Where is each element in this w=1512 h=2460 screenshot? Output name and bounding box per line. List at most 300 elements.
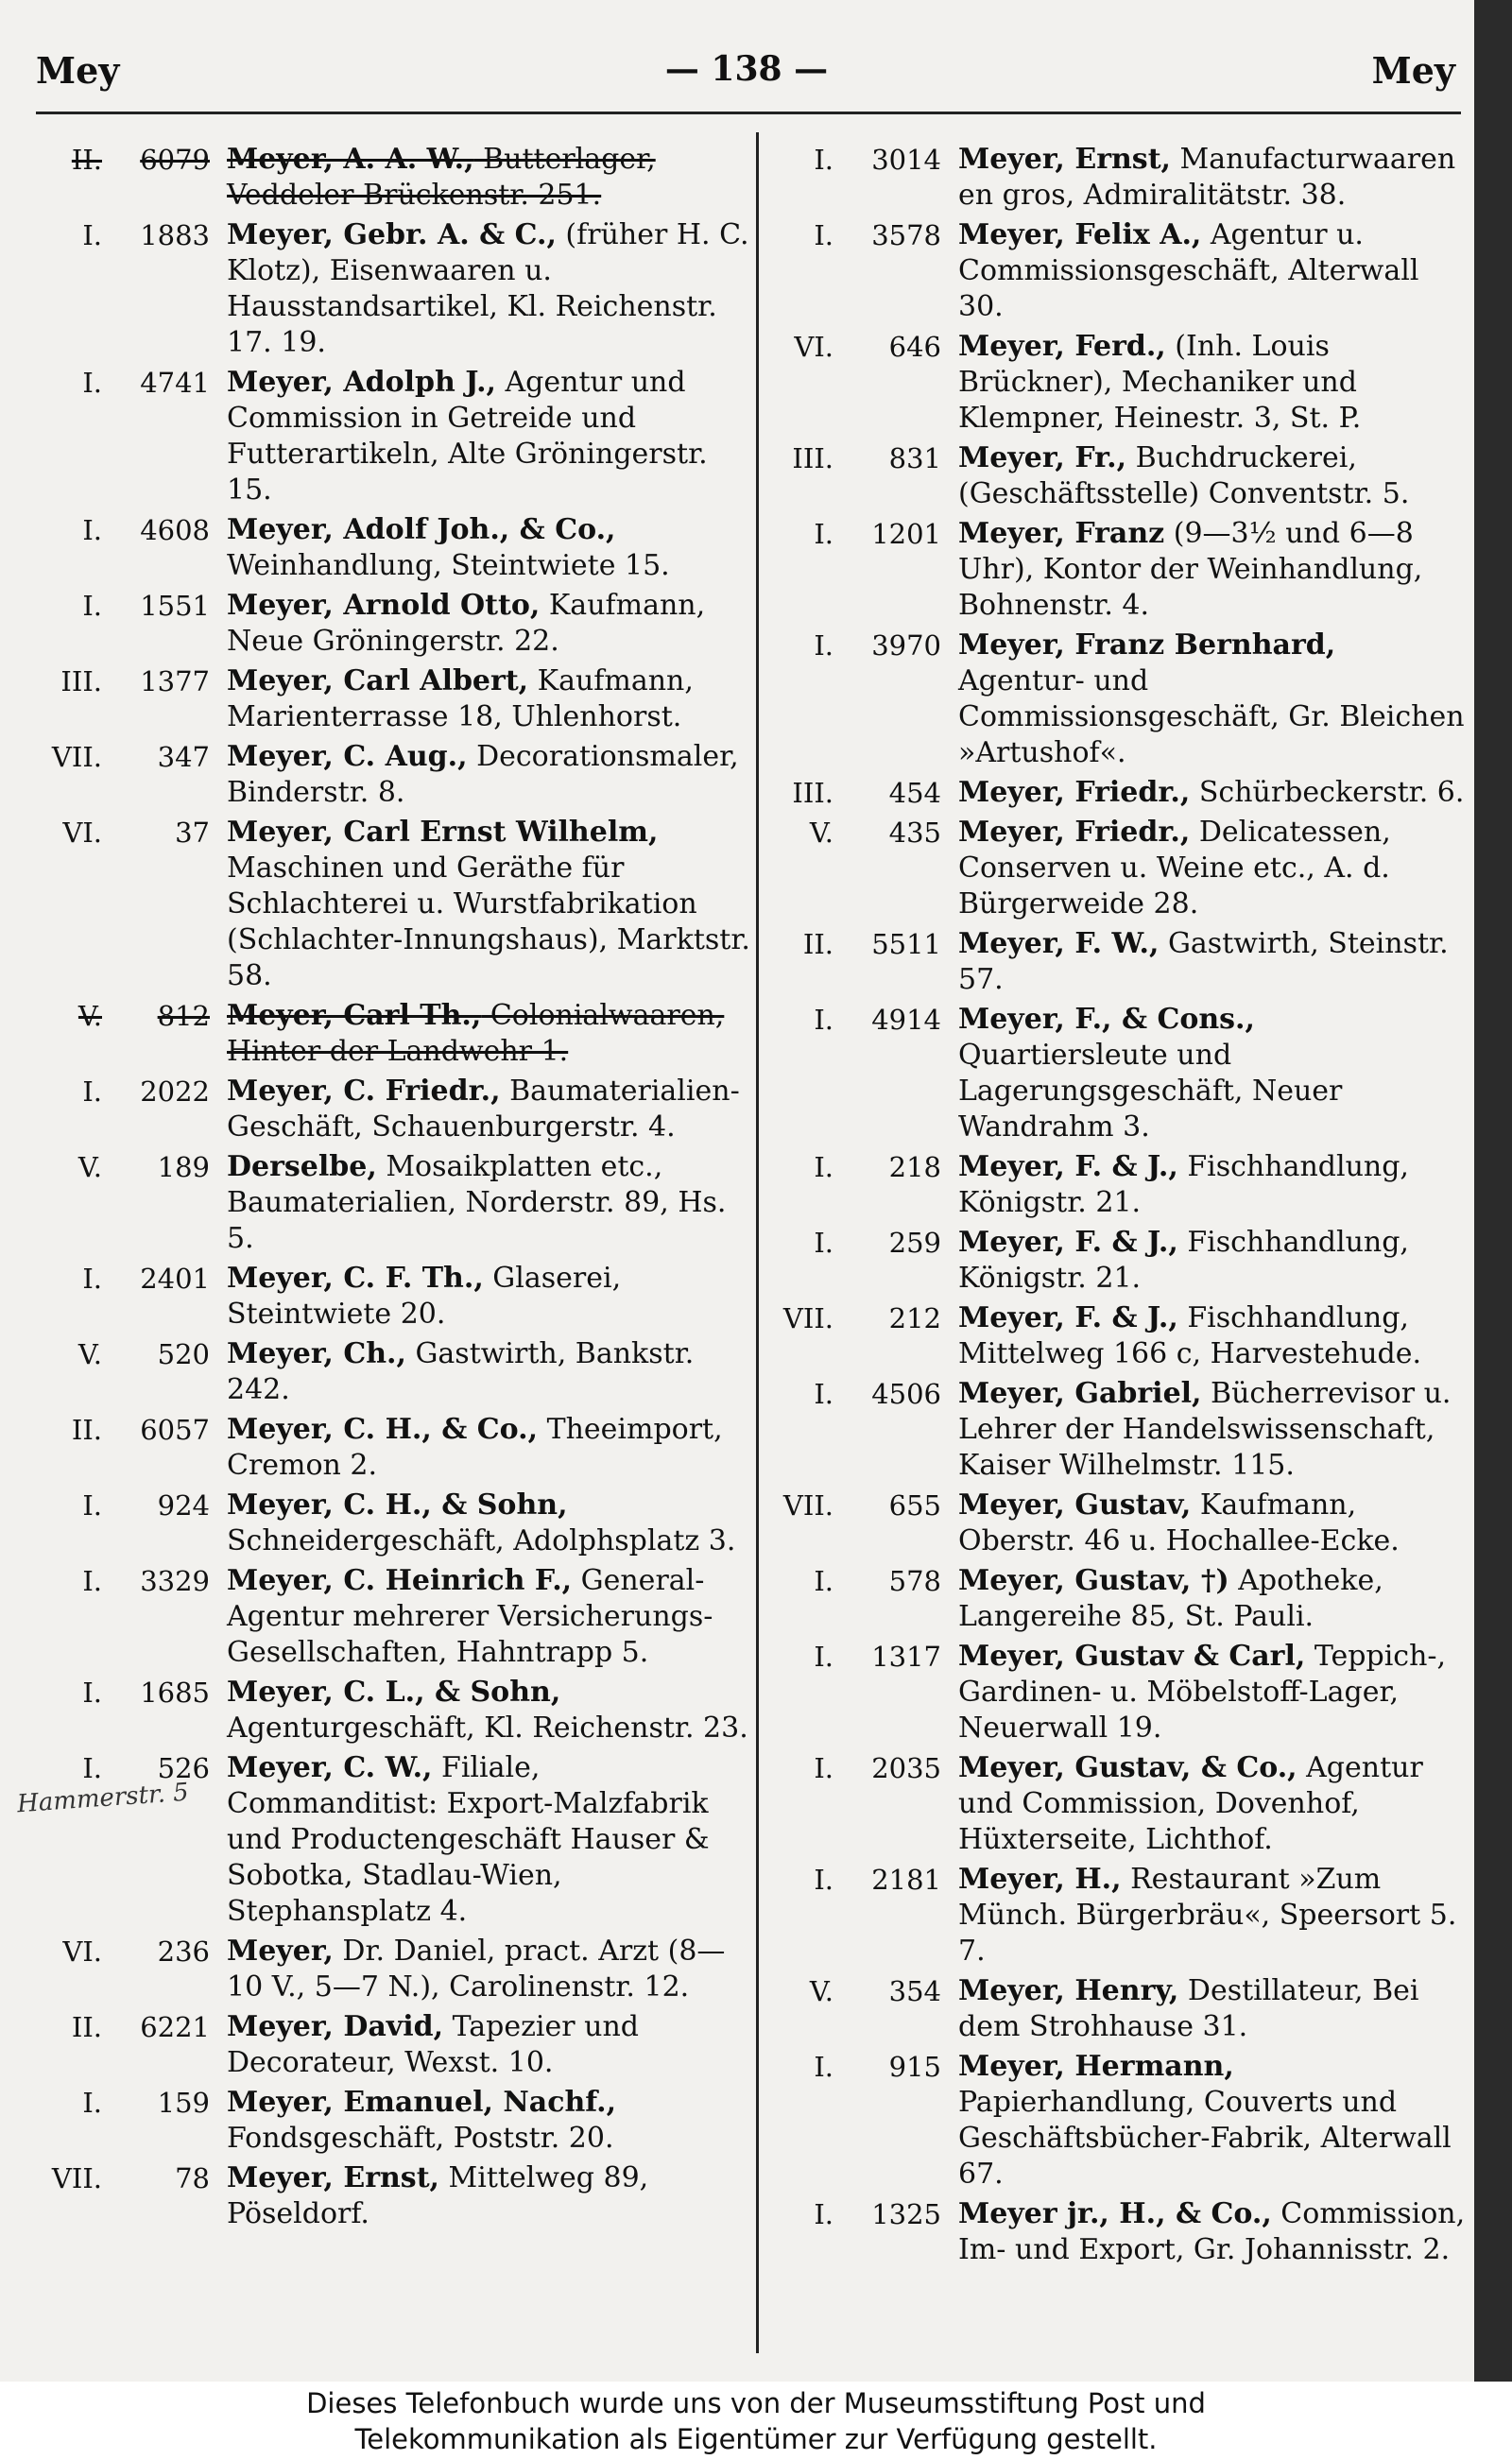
subscriber-details: Fischhandlung, Mittelweg 166 c, Harvestehude.	[958, 1301, 1422, 1370]
subscriber-details: Maschinen und Geräthe für Schlachterei u. Wurstfabrikation (Schlachter-Innungshaus), Marktstr. 58.	[227, 852, 750, 992]
subscriber-details: (früher H. C. Klotz), Eisenwaaren u. Hausstandsartikel, Kl. Reichenstr. 17. 19.	[227, 218, 749, 359]
directory-entry	[773, 815, 1472, 922]
directory-entry	[773, 217, 1472, 325]
line-number: 159	[157, 2087, 210, 2119]
entry-text	[958, 775, 1472, 811]
line-number: 259	[888, 1227, 941, 1259]
line-number: 6079	[140, 144, 210, 176]
exchange-district: V.	[77, 1000, 102, 1032]
entry-text	[958, 217, 1472, 325]
directory-entry	[38, 2009, 756, 2081]
subscriber-details: Restaurant »Zum Münch. Bürgerbräu«, Speersort 5. 7.	[958, 1863, 1457, 1968]
subscriber-details: (Inh. Louis Brückner), Mechaniker und Klempner, Heinestr. 3, St. P.	[958, 330, 1362, 435]
subscriber-name: Meyer, Gabriel,	[958, 1377, 1202, 1410]
phone-number	[773, 516, 958, 552]
exchange-district: I.	[814, 629, 833, 662]
subscriber-details: Agentur und Commission in Getreide und Futterartikeln, Alte Gröningerstr. 15.	[227, 366, 708, 507]
directory-entry	[773, 1376, 1472, 1484]
exchange-district: III.	[60, 665, 102, 697]
phone-number	[38, 739, 227, 775]
subscriber-details: Filiale, Commanditist: Export-Malzfabrik und Productengeschäft Hauser & Sobotka, Stadlau-Wien, Stephansplatz 4.	[227, 1751, 710, 1928]
directory-entry	[38, 1261, 756, 1333]
subscriber-details: Delicatessen, Conserven u. Weine etc., A. d. Bürgerweide 28.	[958, 816, 1391, 920]
subscriber-name: Meyer, F. & J.,	[958, 1150, 1178, 1183]
phone-number	[38, 1563, 227, 1599]
directory-entry	[38, 739, 756, 811]
entry-text	[958, 1488, 1472, 1559]
line-number: 526	[157, 1752, 210, 1784]
entry-text	[227, 512, 756, 584]
phone-number	[773, 2049, 958, 2085]
line-number: 646	[888, 331, 941, 363]
line-number: 3329	[140, 1565, 210, 1597]
subscriber-details: Dr. Daniel, pract. Arzt (8—10 V., 5—7 N.), Carolinenstr. 12.	[227, 1935, 726, 2004]
directory-entry	[773, 1639, 1472, 1746]
entry-text	[227, 998, 756, 1070]
entry-text	[958, 926, 1472, 998]
entry-text	[958, 516, 1472, 624]
phone-number	[38, 1750, 227, 1786]
line-number: 4741	[140, 367, 210, 399]
directory-entry	[773, 1563, 1472, 1635]
subscriber-name: Meyer, Friedr.,	[958, 816, 1191, 849]
exchange-district: I.	[82, 1565, 102, 1597]
phone-number	[773, 1376, 958, 1412]
directory-entry	[38, 1149, 756, 1257]
line-number: 2181	[871, 1864, 941, 1896]
line-number: 454	[888, 777, 941, 809]
line-number: 218	[888, 1151, 941, 1183]
directory-entry	[38, 1750, 756, 1930]
line-number: 520	[157, 1338, 210, 1370]
phone-number	[38, 998, 227, 1034]
entry-text	[227, 1750, 756, 1930]
directory-entry	[773, 142, 1472, 214]
subscriber-details: Decorationsmaler, Binderstr. 8.	[227, 740, 739, 809]
subscriber-name: Meyer jr., H., & Co.,	[958, 2197, 1272, 2230]
subscriber-details: Agentur u. Commissionsgeschäft, Alterwall 30.	[958, 218, 1419, 323]
subscriber-name: Meyer, C. W.,	[227, 1751, 433, 1784]
line-number: 37	[175, 817, 210, 849]
subscriber-name: Meyer, Ernst,	[958, 143, 1171, 176]
subscriber-details: Theeimport, Cremon 2.	[227, 1413, 723, 1482]
column-divider	[756, 132, 759, 2353]
phone-number	[38, 2009, 227, 2045]
exchange-district: II.	[71, 144, 102, 176]
subscriber-name: Meyer, Adolf Joh., & Co.,	[227, 513, 616, 546]
subscriber-details: Schürbeckerstr. 6.	[1190, 776, 1465, 809]
subscriber-details: Kaufmann, Oberstr. 46 u. Hochallee-Ecke.	[958, 1488, 1400, 1557]
directory-entry	[38, 1488, 756, 1559]
exchange-district: I.	[814, 219, 833, 251]
line-number: 212	[888, 1302, 941, 1334]
exchange-district: VI.	[794, 331, 833, 363]
entry-text	[227, 217, 756, 361]
entry-text	[958, 1563, 1472, 1635]
subscriber-details: Fischhandlung, Königstr. 21.	[958, 1150, 1409, 1219]
directory-entry	[773, 2196, 1472, 2268]
entry-text	[227, 1934, 756, 2005]
subscriber-details: Apotheke, Langereihe 85, St. Pauli.	[958, 1564, 1383, 1633]
subscriber-details: Tapezier und Decorateur, Wexst. 10.	[227, 2010, 639, 2079]
directory-entry	[38, 512, 756, 584]
phone-number	[773, 1639, 958, 1675]
phone-number	[773, 926, 958, 962]
directory-entry	[38, 1336, 756, 1408]
phone-number	[773, 1750, 958, 1786]
line-number: 1325	[871, 2198, 941, 2230]
phone-number	[773, 815, 958, 851]
subscriber-name: Meyer, Carl Albert,	[227, 664, 529, 697]
footer-line-1: Dieses Telefonbuch wurde uns von der Museumsstiftung Post und	[306, 2387, 1206, 2419]
exchange-district: I.	[814, 2051, 833, 2083]
subscriber-details: Fischhandlung, Königstr. 21.	[958, 1226, 1409, 1295]
exchange-district: I.	[814, 1565, 833, 1597]
subscriber-name: Meyer, Friedr.,	[958, 776, 1191, 809]
subscriber-name: Meyer, Ferd.,	[958, 330, 1166, 363]
entry-text	[958, 2049, 1472, 2193]
entry-text	[958, 1639, 1472, 1746]
entry-text	[227, 1261, 756, 1333]
subscriber-name: Meyer, C. F. Th.,	[227, 1262, 484, 1295]
exchange-district: II.	[71, 2011, 102, 2043]
phone-number	[38, 512, 227, 548]
phone-number	[38, 1149, 227, 1185]
subscriber-name: Meyer, Gustav,	[958, 1488, 1192, 1522]
subscriber-name: Meyer, C. L., & Sohn,	[227, 1676, 561, 1709]
subscriber-name: Meyer, C. H., & Co.,	[227, 1413, 539, 1446]
phone-number	[38, 365, 227, 401]
line-number: 1883	[140, 219, 210, 251]
subscriber-details: Quartiersleute und Lagerungsgeschäft, Neuer Wandrahm 3.	[958, 1039, 1343, 1144]
subscriber-name: Meyer, Felix A.,	[958, 218, 1202, 251]
subscriber-details: Colonialwaaren, Hinter der Landwehr 1.	[227, 999, 725, 1068]
subscriber-name: Meyer, Ernst,	[227, 2161, 439, 2194]
exchange-district: III.	[792, 777, 833, 809]
entry-text	[227, 365, 756, 508]
subscriber-name: Meyer, Carl Ernst Wilhelm,	[227, 816, 659, 849]
phone-number	[38, 1934, 227, 1970]
phone-number	[38, 1074, 227, 1110]
line-number: 578	[888, 1565, 941, 1597]
exchange-district: VII.	[782, 1489, 833, 1522]
phone-number	[773, 1225, 958, 1261]
phone-number	[38, 815, 227, 851]
line-number: 831	[888, 442, 941, 474]
directory-entry	[38, 663, 756, 735]
subscriber-details: (9—3½ und 6—8 Uhr), Kontor der Weinhandlung, Bohnenstr. 4.	[958, 517, 1423, 622]
directory-entry	[38, 142, 756, 214]
subscriber-details: Agenturgeschäft, Kl. Reichenstr. 23.	[227, 1712, 748, 1745]
phone-number	[38, 2160, 227, 2196]
exchange-district: I.	[82, 1263, 102, 1295]
phone-number	[773, 1149, 958, 1185]
entry-text	[227, 588, 756, 660]
phone-number	[773, 142, 958, 178]
subscriber-details: Mosaikplatten etc., Baumaterialien, Norderstr. 89, Hs. 5.	[227, 1150, 727, 1255]
exchange-district: I.	[814, 1752, 833, 1784]
subscriber-name: Derselbe,	[227, 1150, 377, 1183]
line-number: 2401	[140, 1263, 210, 1295]
exchange-district: VII.	[51, 2162, 102, 2194]
exchange-district: II.	[802, 928, 833, 960]
entry-text	[958, 1300, 1472, 1372]
subscriber-details: Glaserei, Steintwiete 20.	[227, 1262, 622, 1331]
phone-number	[773, 440, 958, 476]
subscriber-name: Meyer, H.,	[958, 1863, 1122, 1896]
line-number: 4914	[871, 1004, 941, 1036]
line-number: 6057	[140, 1414, 210, 1446]
phone-number	[773, 628, 958, 663]
line-number: 354	[888, 1975, 941, 2007]
header-rule	[36, 112, 1461, 114]
subscriber-name: Meyer, Ch.,	[227, 1337, 406, 1370]
line-number: 347	[157, 741, 210, 773]
line-number: 924	[157, 1489, 210, 1522]
entry-text	[958, 1002, 1472, 1145]
entry-text	[227, 142, 756, 214]
exchange-district: I.	[82, 1489, 102, 1522]
phone-number	[38, 663, 227, 699]
directory-entry	[38, 1074, 756, 1145]
subscriber-name: Meyer, Franz	[958, 517, 1165, 550]
entry-text	[958, 1862, 1472, 1970]
subscriber-name: Meyer,	[227, 1935, 334, 1968]
line-number: 78	[175, 2162, 210, 2194]
entry-text	[958, 329, 1472, 437]
footer-line-2: Telekommunikation als Eigentümer zur Verfügung gestellt.	[354, 2423, 1158, 2455]
subscriber-details: Schneidergeschäft, Adolphsplatz 3.	[227, 1524, 736, 1557]
directory-entry	[773, 2049, 1472, 2193]
page-edge-shadow	[1474, 0, 1512, 2382]
exchange-district: V.	[809, 817, 833, 849]
line-number: 189	[157, 1151, 210, 1183]
entry-text	[958, 815, 1472, 922]
subscriber-details: Butterlager, Veddeler Brückenstr. 251.	[227, 143, 656, 212]
phone-number	[38, 1412, 227, 1448]
phone-number	[773, 1563, 958, 1599]
exchange-district: V.	[809, 1975, 833, 2007]
exchange-district: I.	[814, 1227, 833, 1259]
subscriber-name: Meyer, F. & J.,	[958, 1226, 1178, 1259]
directory-entry	[38, 1934, 756, 2005]
exchange-district: I.	[814, 518, 833, 550]
directory-entry	[773, 1488, 1472, 1559]
subscriber-details: Kaufmann, Neue Gröningerstr. 22.	[227, 589, 706, 658]
phone-number	[38, 1675, 227, 1711]
exchange-district: II.	[71, 1414, 102, 1446]
subscriber-details: Commission, Im- und Export, Gr. Johannisstr. 2.	[958, 2197, 1466, 2266]
subscriber-details: Mittelweg 89, Pöseldorf.	[227, 2161, 649, 2230]
running-head-right: Mey	[1371, 49, 1455, 92]
phone-number	[38, 2085, 227, 2121]
directory-entry	[773, 1973, 1472, 2045]
handwritten-annotation: Hammerstr. 5	[16, 1778, 190, 1819]
line-number: 3970	[871, 629, 941, 662]
exchange-district: I.	[82, 1677, 102, 1709]
entry-text	[958, 440, 1472, 512]
line-number: 3578	[871, 219, 941, 251]
subscriber-name: Meyer, Fr.,	[958, 441, 1127, 474]
directory-entry	[773, 1225, 1472, 1297]
line-number: 4506	[871, 1378, 941, 1410]
phone-number	[38, 1336, 227, 1372]
line-number: 1317	[871, 1641, 941, 1673]
line-number: 655	[888, 1489, 941, 1522]
phone-number	[773, 2196, 958, 2232]
exchange-district: VI.	[62, 817, 102, 849]
entry-text	[227, 1074, 756, 1145]
subscriber-name: Meyer, F. W.,	[958, 927, 1160, 960]
directory-entry	[773, 1750, 1472, 1858]
phone-number	[38, 1488, 227, 1523]
exchange-district: I.	[82, 1075, 102, 1108]
subscriber-name: Meyer, Gustav, & Co.,	[958, 1751, 1297, 1784]
subscriber-name: Meyer, Carl Th.,	[227, 999, 482, 1032]
subscriber-details: Agentur- und Commissionsgeschäft, Gr. Bleichen »Artushof«.	[958, 664, 1465, 769]
subscriber-name: Meyer, F. & J.,	[958, 1301, 1178, 1334]
directory-entry	[773, 926, 1472, 998]
subscriber-name: Meyer, Henry,	[958, 1974, 1179, 2007]
subscriber-details: Destillateur, Bei dem Strohhause 31.	[958, 1974, 1419, 2043]
directory-entry	[38, 1675, 756, 1746]
directory-entry	[38, 2160, 756, 2232]
entry-text	[227, 815, 756, 994]
line-number: 5511	[871, 928, 941, 960]
subscriber-details: Bücherrevisor u. Lehrer der Handelswissenschaft, Kaiser Wilhelmstr. 115.	[958, 1377, 1452, 1482]
directory-entry	[773, 1862, 1472, 1970]
entry-text	[958, 1149, 1472, 1221]
entry-text	[958, 2196, 1472, 2268]
subscriber-name: Meyer, Gustav, †)	[958, 1564, 1229, 1597]
subscriber-details: Papierhandlung, Couverts und Geschäftsbücher-Fabrik, Alterwall 67.	[958, 2086, 1452, 2191]
phone-number	[38, 217, 227, 253]
phone-number	[773, 1300, 958, 1336]
subscriber-details: Kaufmann, Marienterrasse 18, Uhlenhorst.	[227, 664, 694, 733]
entry-text	[958, 628, 1472, 771]
entry-text	[227, 663, 756, 735]
subscriber-name: Meyer, David,	[227, 2010, 444, 2043]
exchange-district: V.	[77, 1338, 102, 1370]
entry-text	[227, 1336, 756, 1408]
running-head-left: Mey	[36, 49, 120, 92]
directory-entry	[38, 1412, 756, 1484]
line-number: 4608	[140, 514, 210, 546]
subscriber-name: Meyer, F., & Cons.,	[958, 1003, 1255, 1036]
phone-number	[773, 217, 958, 253]
subscriber-name: Meyer, Arnold Otto,	[227, 589, 541, 622]
exchange-district: I.	[814, 1378, 833, 1410]
subscriber-name: Meyer, Gustav & Carl,	[958, 1640, 1306, 1673]
directory-entry	[773, 775, 1472, 811]
entry-text	[227, 739, 756, 811]
subscriber-details: Buchdruckerei, (Geschäftsstelle) Conventstr. 5.	[958, 441, 1410, 510]
directory-entry	[38, 998, 756, 1070]
line-number: 1201	[871, 518, 941, 550]
exchange-district: I.	[82, 1752, 102, 1784]
subscriber-details: Manufacturwaaren en gros, Admiralitätstr. 38.	[958, 143, 1456, 212]
entry-text	[227, 2009, 756, 2081]
phone-number	[773, 1002, 958, 1038]
line-number: 236	[157, 1935, 210, 1968]
subscriber-details: Weinhandlung, Steintwiete 15.	[227, 549, 670, 582]
phone-number	[773, 1973, 958, 2009]
directory-entry	[773, 1149, 1472, 1221]
directory-entry	[38, 365, 756, 508]
directory-entry	[38, 217, 756, 361]
subscriber-name: Meyer, Franz Bernhard,	[958, 628, 1336, 662]
phone-number	[38, 142, 227, 178]
exchange-district: VII.	[782, 1302, 833, 1334]
right-column	[773, 142, 1472, 2272]
directory-entry	[38, 815, 756, 994]
subscriber-name: Meyer, Adolph J.,	[227, 366, 496, 399]
subscriber-details: Baumaterialien-Geschäft, Schauenburgerstr. 4.	[227, 1075, 740, 1144]
line-number: 435	[888, 817, 941, 849]
exchange-district: I.	[814, 2198, 833, 2230]
phone-number	[773, 329, 958, 365]
directory-entry	[38, 588, 756, 660]
exchange-district: I.	[82, 514, 102, 546]
entry-text	[227, 1675, 756, 1746]
exchange-district: I.	[814, 1151, 833, 1183]
footer-notice	[0, 2385, 1512, 2457]
subscriber-details: Gastwirth, Steinstr. 57.	[958, 927, 1449, 996]
subscriber-name: Meyer, C. Friedr.,	[227, 1075, 501, 1108]
phone-number	[773, 1488, 958, 1523]
entry-text	[227, 1563, 756, 1671]
line-number: 2035	[871, 1752, 941, 1784]
subscriber-name: Meyer, C. H., & Sohn,	[227, 1488, 568, 1522]
exchange-district: I.	[814, 1641, 833, 1673]
exchange-district: I.	[82, 367, 102, 399]
subscriber-details: Gastwirth, Bankstr. 242.	[227, 1337, 695, 1406]
phone-number	[38, 588, 227, 624]
entry-text	[227, 2160, 756, 2232]
directory-entry	[773, 440, 1472, 512]
directory-entry	[38, 2085, 756, 2157]
line-number: 2022	[140, 1075, 210, 1108]
phone-number	[38, 1261, 227, 1297]
subscriber-name: Meyer, Emanuel, Nachf.,	[227, 2086, 617, 2119]
entry-text	[958, 1973, 1472, 2045]
subscriber-name: Meyer, C. Aug.,	[227, 740, 468, 773]
subscriber-details: Agentur und Commission, Dovenhof, Hüxterseite, Lichthof.	[958, 1751, 1423, 1856]
exchange-district: III.	[792, 442, 833, 474]
line-number: 1551	[140, 590, 210, 622]
line-number: 1377	[140, 665, 210, 697]
entry-text	[958, 1750, 1472, 1858]
line-number: 812	[157, 1000, 210, 1032]
line-number: 6221	[140, 2011, 210, 2043]
exchange-district: VII.	[51, 741, 102, 773]
subscriber-details: General-Agentur mehrerer Versicherungs-Gesellschaften, Hahntrapp 5.	[227, 1564, 713, 1669]
entry-text	[958, 142, 1472, 214]
entry-text	[227, 1412, 756, 1484]
entry-text	[227, 1488, 756, 1559]
exchange-district: VI.	[62, 1935, 102, 1968]
left-column	[38, 142, 756, 2236]
line-number: 3014	[871, 144, 941, 176]
directory-entry	[773, 516, 1472, 624]
phone-number	[773, 775, 958, 811]
exchange-district: V.	[77, 1151, 102, 1183]
subscriber-name: Meyer, Hermann,	[958, 2050, 1234, 2083]
entry-text	[227, 1149, 756, 1257]
subscriber-details: Fondsgeschäft, Poststr. 20.	[227, 2122, 614, 2155]
directory-entry	[773, 329, 1472, 437]
exchange-district: I.	[814, 1004, 833, 1036]
